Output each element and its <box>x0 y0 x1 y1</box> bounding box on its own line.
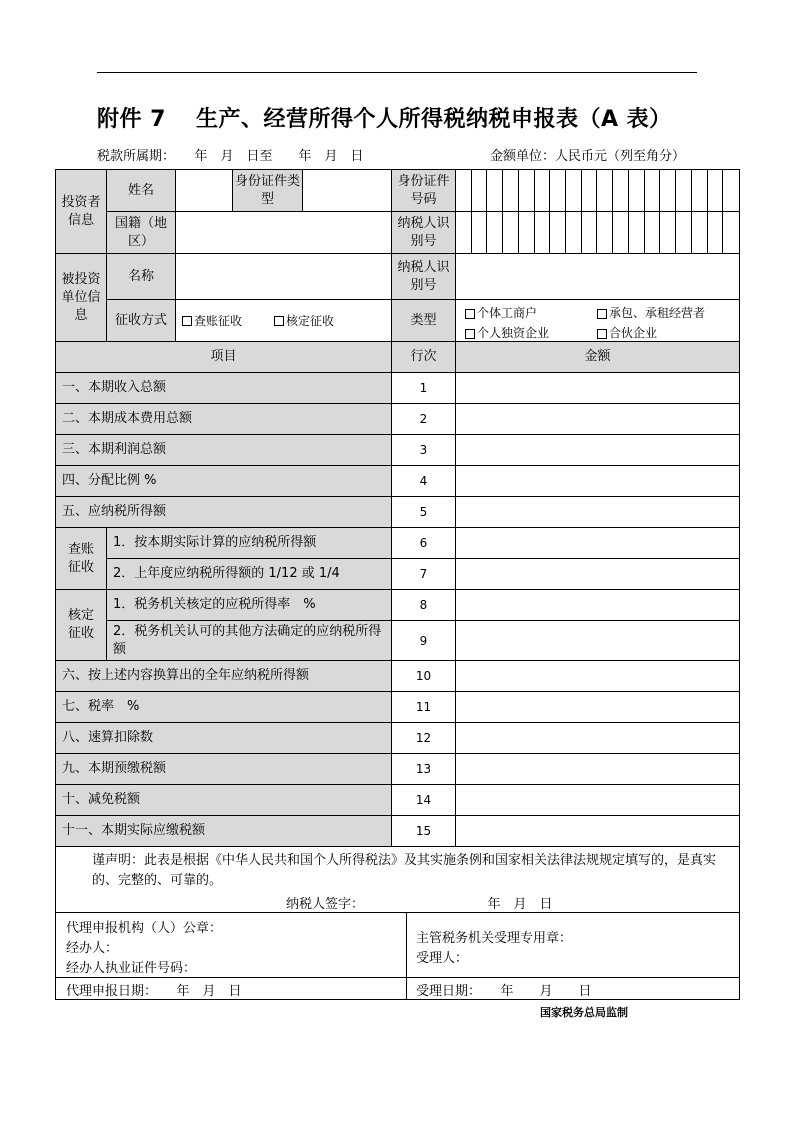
digit-box[interactable] <box>456 212 472 253</box>
agent-handler-label: 经办人： <box>66 941 119 956</box>
page-title <box>97 102 717 133</box>
issuer-mark: 国家税务总局监制 <box>540 1006 628 1019</box>
digit-box[interactable] <box>629 170 645 211</box>
row-number: 10 <box>392 661 456 692</box>
attachment-number: 附件 7 <box>97 107 166 132</box>
digit-box[interactable] <box>503 170 519 211</box>
office-receiver-label: 受理人： <box>416 951 469 966</box>
checkbox-icon <box>182 316 192 326</box>
agent-date-label: 代理申报日期： 年 月 日 <box>66 984 242 999</box>
declaration-text: 谨声明：此表是根据《中华人民共和国个人所得税法》及其实施条例和国家相关法律法规规定填写的，是真实的、完整的、可靠的。 <box>92 853 717 888</box>
item-label: 七、税率 % <box>56 692 392 723</box>
digit-box[interactable] <box>723 212 739 253</box>
nationality-label: 国籍（地区） <box>107 212 176 254</box>
item-label: 九、本期预缴税额 <box>56 754 392 785</box>
digit-box[interactable] <box>645 212 661 253</box>
row-number: 6 <box>392 528 456 559</box>
top-rule <box>97 72 697 73</box>
amount-field[interactable] <box>456 723 739 754</box>
digit-box[interactable] <box>472 170 488 211</box>
row-number: 9 <box>392 621 456 661</box>
row-number: 13 <box>392 754 456 785</box>
id-number-label: 身份证件号码 <box>392 170 456 212</box>
digit-box[interactable] <box>708 170 724 211</box>
audit-collection-option[interactable]: 查账征收 <box>182 312 242 330</box>
amount-field[interactable] <box>456 816 739 847</box>
divider <box>56 912 739 913</box>
item-label: 1．税务机关核定的应税所得率 % <box>107 590 392 621</box>
digit-box[interactable] <box>676 170 692 211</box>
checkbox-icon <box>465 329 475 339</box>
period-label: 税款所属期： <box>97 149 169 164</box>
divider <box>56 977 739 978</box>
digit-box[interactable] <box>598 212 614 253</box>
digit-box[interactable] <box>456 170 472 211</box>
office-date-label: 受理日期： 年 月 日 <box>416 984 592 999</box>
digit-box[interactable] <box>708 212 724 253</box>
item-label: 2．上年度应纳税所得额的 1/12 或 1/4 <box>107 559 392 590</box>
digit-box[interactable] <box>629 212 645 253</box>
row-number: 4 <box>392 466 456 497</box>
checkbox-icon <box>597 329 607 339</box>
tax-form-table <box>55 169 740 1000</box>
amount-field[interactable] <box>456 621 739 661</box>
row-number: 5 <box>392 497 456 528</box>
amount-field[interactable] <box>456 497 739 528</box>
type-contractor-option[interactable]: 承包、承租经营者 <box>597 304 705 321</box>
invested-unit-group-label: 被投资单位信息 <box>56 254 107 342</box>
digit-box[interactable] <box>598 170 614 211</box>
unit-taxpayer-id-label: 纳税人识别号 <box>392 254 456 300</box>
agent-cert-label: 经办人执业证件号码： <box>66 961 197 976</box>
unit-name-label: 名称 <box>107 254 176 300</box>
digit-box[interactable] <box>519 170 535 211</box>
digit-box[interactable] <box>519 212 535 253</box>
unit-taxpayer-id-field[interactable] <box>456 254 739 300</box>
taxpayer-signature-line: 纳税人签字： 年 月 日 <box>286 897 553 912</box>
digit-box[interactable] <box>487 170 503 211</box>
agent-seal-label: 代理申报机构（人）公章： <box>66 921 223 936</box>
collection-method-options <box>176 300 392 342</box>
investor-name-label: 姓名 <box>107 170 176 212</box>
amount-field[interactable] <box>456 373 739 404</box>
taxpayer-id-grid[interactable] <box>456 212 739 254</box>
investor-taxpayer-id-label: 纳税人识别号 <box>392 212 456 254</box>
tax-period <box>97 145 364 164</box>
item-label: 八、速算扣除数 <box>56 723 392 754</box>
checkbox-icon <box>465 309 475 319</box>
unit-type-label: 类型 <box>392 300 456 342</box>
assessed-collection-group-label: 核定征收 <box>56 590 107 661</box>
row-number: 2 <box>392 404 456 435</box>
digit-box[interactable] <box>550 170 566 211</box>
digit-box[interactable] <box>566 170 582 211</box>
digit-box[interactable] <box>566 212 582 253</box>
amount-field[interactable] <box>456 754 739 785</box>
row-number: 1 <box>392 373 456 404</box>
digit-box[interactable] <box>535 212 551 253</box>
digit-box[interactable] <box>613 212 629 253</box>
digit-box[interactable] <box>692 212 708 253</box>
digit-box[interactable] <box>582 212 598 253</box>
item-label: 1．按本期实际计算的应纳税所得额 <box>107 528 392 559</box>
item-label: 二、本期成本费用总额 <box>56 404 392 435</box>
checkbox-icon <box>597 309 607 319</box>
digit-box[interactable] <box>660 212 676 253</box>
type-partnership-option[interactable]: 合伙企业 <box>597 324 657 341</box>
amount-field[interactable] <box>456 435 739 466</box>
row-number: 8 <box>392 590 456 621</box>
unit-name-field[interactable] <box>176 254 392 300</box>
id-number-grid[interactable] <box>456 170 739 212</box>
row-number: 15 <box>392 816 456 847</box>
amount-field[interactable] <box>456 466 739 497</box>
digit-box[interactable] <box>535 170 551 211</box>
office-seal-label: 主管税务机关受理专用章： <box>416 931 573 946</box>
amount-field[interactable] <box>456 785 739 816</box>
row-number: 7 <box>392 559 456 590</box>
digit-box[interactable] <box>582 170 598 211</box>
digit-box[interactable] <box>723 170 739 211</box>
divider <box>406 912 407 999</box>
item-label: 六、按上述内容换算出的全年应纳税所得额 <box>56 661 392 692</box>
row-number: 14 <box>392 785 456 816</box>
item-label: 四、分配比例 % <box>56 466 392 497</box>
type-individual-business-option[interactable]: 个体工商户 <box>465 304 537 321</box>
item-label: 2．税务机关认可的其他方法确定的应纳税所得额 <box>107 621 392 661</box>
item-label: 五、应纳税所得额 <box>56 497 392 528</box>
checkbox-icon <box>274 316 284 326</box>
assessed-collection-option[interactable]: 核定征收 <box>274 312 334 330</box>
collection-method-label: 征收方式 <box>107 300 176 342</box>
currency-unit: 金额单位：人民币元（列至角分） <box>490 149 686 164</box>
column-header-item: 项目 <box>56 342 392 373</box>
id-type-field[interactable] <box>303 170 392 212</box>
row-number: 12 <box>392 723 456 754</box>
item-label: 一、本期收入总额 <box>56 373 392 404</box>
item-label: 十一、本期实际应缴税额 <box>56 816 392 847</box>
digit-box[interactable] <box>692 170 708 211</box>
audit-collection-group-label: 查账征收 <box>56 528 107 590</box>
digit-box[interactable] <box>645 170 661 211</box>
amount-field[interactable] <box>456 559 739 590</box>
row-number: 11 <box>392 692 456 723</box>
amount-field[interactable] <box>456 404 739 435</box>
digit-box[interactable] <box>550 212 566 253</box>
digit-box[interactable] <box>660 170 676 211</box>
form-title: 生产、经营所得个人所得税纳税申报表（A 表） <box>195 107 672 132</box>
id-type-label: 身份证件类型 <box>233 170 303 212</box>
digit-box[interactable] <box>613 170 629 211</box>
digit-box[interactable] <box>676 212 692 253</box>
investor-name-field[interactable] <box>176 170 233 212</box>
item-label: 三、本期利润总额 <box>56 435 392 466</box>
column-header-amount: 金额 <box>456 342 739 373</box>
amount-field[interactable] <box>456 590 739 621</box>
amount-field[interactable] <box>456 692 739 723</box>
amount-field[interactable] <box>456 528 739 559</box>
nationality-field[interactable] <box>176 212 392 254</box>
digit-box[interactable] <box>472 212 488 253</box>
type-sole-proprietorship-option[interactable]: 个人独资企业 <box>465 324 549 341</box>
digit-box[interactable] <box>487 212 503 253</box>
item-label: 十、减免税额 <box>56 785 392 816</box>
amount-field[interactable] <box>456 661 739 692</box>
digit-box[interactable] <box>503 212 519 253</box>
column-header-row-number: 行次 <box>392 342 456 373</box>
investor-group-label: 投资者信息 <box>56 170 107 254</box>
row-number: 3 <box>392 435 456 466</box>
period-value: 年 月 日至 年 月 日 <box>194 149 364 164</box>
